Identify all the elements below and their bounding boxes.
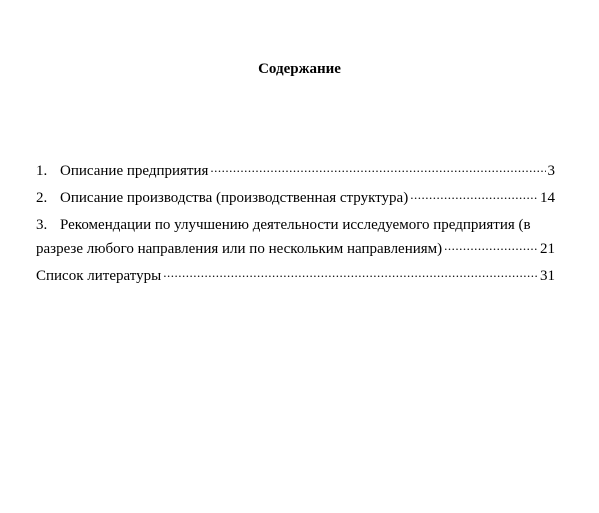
- toc-entry-number: 3.: [36, 217, 48, 233]
- toc-dot-leader: [210, 161, 545, 175]
- toc-entry-page: 14: [540, 190, 555, 206]
- toc-entry-number: 1.: [36, 163, 48, 179]
- toc-entry-text: Описание производства (производственная структура): [60, 190, 409, 206]
- page-title: Содержание: [258, 61, 341, 77]
- toc-entry-3[interactable]: [36, 213, 555, 261]
- toc-entry-line-1: [36, 213, 555, 237]
- toc-entry-page: 21: [540, 241, 555, 257]
- toc-entry-number: 2.: [36, 190, 48, 206]
- toc-dot-leader: [163, 266, 538, 280]
- toc-entry-2[interactable]: [36, 186, 555, 210]
- table-of-contents: [36, 159, 555, 288]
- toc-entry-references[interactable]: [36, 264, 555, 288]
- toc-entry-line-2: [36, 237, 555, 261]
- toc-entry-text-continued: разрезе любого направления или по нескольким направлениям): [36, 241, 443, 257]
- toc-entry-text: Описание предприятия: [60, 163, 209, 179]
- toc-dot-leader: [444, 239, 538, 253]
- toc-entry-page: 3: [547, 163, 555, 179]
- toc-entry-1[interactable]: [36, 159, 555, 183]
- toc-entry-page: 31: [540, 268, 555, 284]
- toc-entry-text: Рекомендации по улучшению деятельности исследуемого предприятия (в: [60, 217, 531, 233]
- toc-dot-leader: [410, 188, 538, 202]
- toc-entry-text: Список литературы: [36, 268, 162, 284]
